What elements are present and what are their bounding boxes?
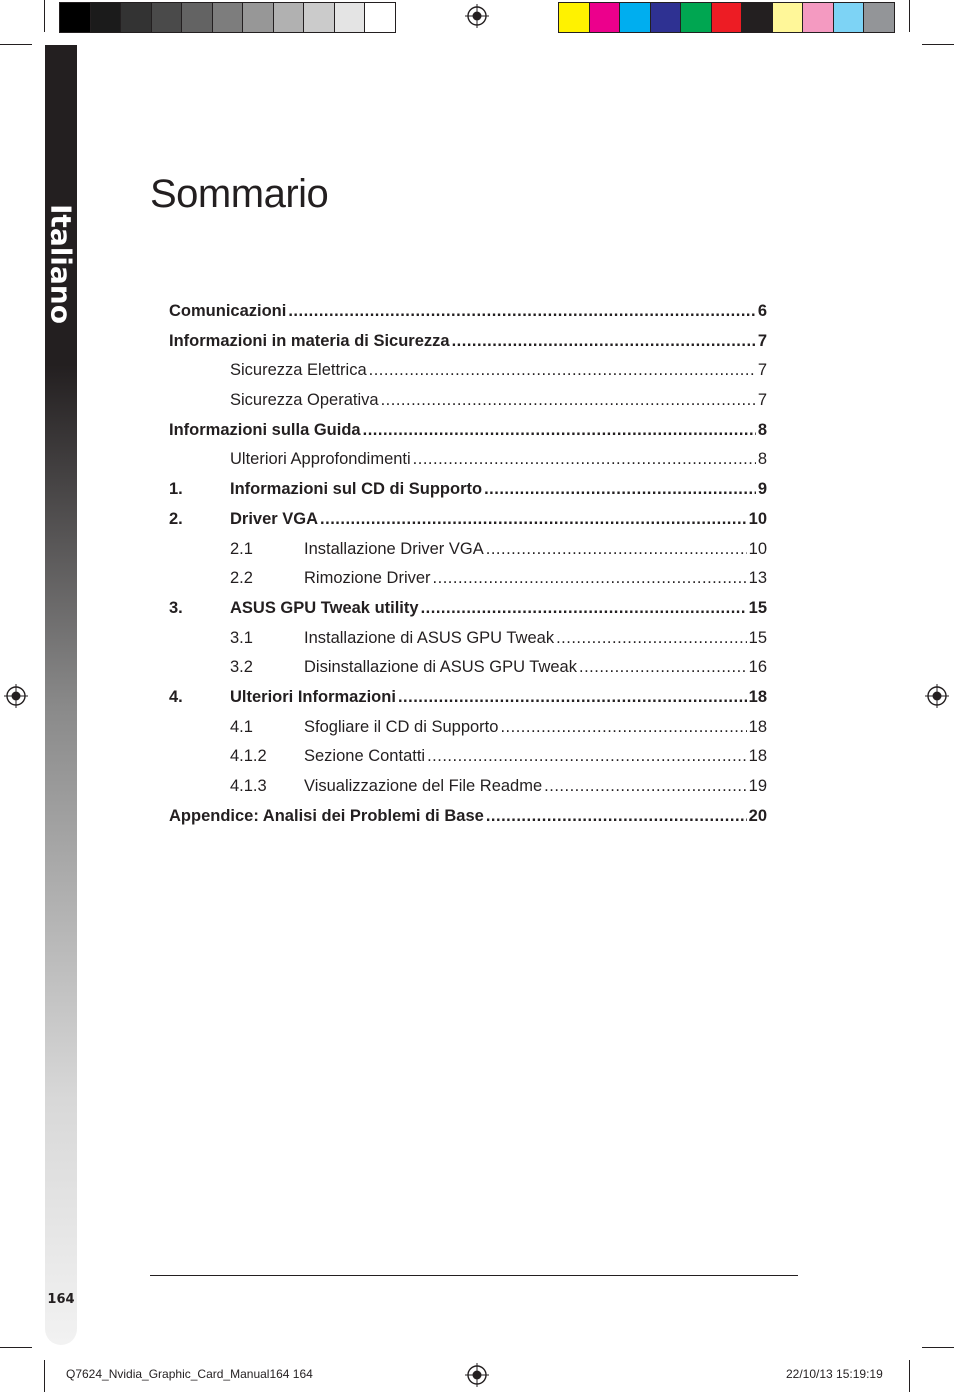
crop-mark (909, 0, 910, 32)
toc-entry[interactable] (169, 332, 767, 362)
toc-entry-page: 7 (757, 331, 767, 350)
toc-entry-page: 8 (757, 420, 767, 439)
crop-mark (0, 1347, 32, 1348)
toc-entry-page: 16 (748, 658, 767, 677)
toc-entry-page: 19 (748, 777, 767, 795)
toc-entry[interactable] (169, 361, 767, 391)
toc-entry-number: 3.1 (230, 628, 253, 647)
toc-entry-title: Disinstallazione di ASUS GPU Tweak (304, 658, 577, 677)
crop-mark (0, 44, 32, 45)
toc-dot-leader (427, 747, 747, 766)
toc-entry-page: 8 (757, 450, 767, 469)
color-swatch (559, 3, 590, 32)
gray-swatch (213, 3, 244, 32)
toc-entry[interactable] (169, 658, 767, 688)
toc-entry-page: 18 (748, 717, 767, 736)
toc-entry[interactable] (169, 807, 767, 837)
gray-swatch (243, 3, 274, 32)
toc-dot-leader (433, 569, 747, 588)
toc-entry-title: Appendice: Analisi dei Problemi di Base (169, 806, 484, 825)
process-color-bar (558, 2, 895, 33)
toc-entry[interactable] (169, 302, 767, 332)
toc-entry-title: Sfogliare il CD di Supporto (304, 717, 499, 736)
toc-dot-leader (486, 540, 747, 559)
side-gradient-strip (45, 365, 77, 1345)
toc-entry-title: Informazioni sul CD di Supporto (230, 480, 483, 499)
toc-entry-number: 3.2 (230, 658, 253, 677)
color-swatch (620, 3, 651, 32)
toc-entry-page: 10 (748, 539, 767, 558)
print-slug-datetime: 22/10/13 15:19:19 (786, 1367, 883, 1381)
toc-entry-number: 2. (169, 509, 183, 528)
gray-swatch (121, 3, 152, 32)
print-slug-filename: Q7624_Nvidia_Graphic_Card_Manual164 164 (66, 1367, 313, 1381)
toc-entry-page: 20 (748, 806, 767, 825)
toc-dot-leader (413, 450, 756, 469)
toc-dot-leader (484, 480, 756, 499)
toc-dot-leader (320, 510, 747, 529)
toc-entry-page: 15 (748, 628, 767, 647)
toc-dot-leader (452, 332, 756, 351)
toc-entry[interactable] (169, 540, 767, 570)
grayscale-color-bar (59, 2, 396, 33)
toc-entry-page: 10 (748, 509, 767, 528)
toc-entry[interactable] (169, 599, 767, 629)
gray-swatch (304, 3, 335, 32)
registration-mark-icon (465, 1363, 489, 1387)
toc-entry-number: 4.1.2 (230, 747, 267, 766)
toc-entry-number: 2.2 (230, 569, 253, 588)
toc-entry-title: Sicurezza Operativa (230, 391, 379, 410)
toc-entry[interactable] (169, 777, 767, 807)
toc-dot-leader (363, 421, 756, 440)
toc-dot-leader (381, 391, 756, 410)
toc-entry[interactable] (169, 421, 767, 451)
color-swatch (651, 3, 682, 32)
toc-entry[interactable] (169, 747, 767, 777)
toc-entry-page: 18 (748, 747, 767, 766)
toc-entry-page: 9 (757, 480, 767, 499)
toc-entry-title: Rimozione Driver (304, 569, 431, 588)
toc-entry-title: Visualizzazione del File Readme (304, 777, 543, 795)
crop-mark (922, 1347, 954, 1348)
toc-entry[interactable] (169, 629, 767, 659)
color-swatch (712, 3, 743, 32)
toc-entry-title: Comunicazioni (169, 302, 287, 320)
toc-entry-page: 13 (748, 569, 767, 588)
gray-swatch (152, 3, 183, 32)
toc-entry-title: Installazione di ASUS GPU Tweak (304, 628, 555, 647)
toc-entry-number: 1. (169, 480, 183, 499)
toc-entry-number: 4.1 (230, 717, 253, 736)
gray-swatch (91, 3, 122, 32)
page-title: Sommario (150, 172, 329, 216)
toc-entry-title: ASUS GPU Tweak utility (230, 598, 419, 617)
registration-mark-icon (4, 684, 28, 708)
toc-dot-leader (486, 807, 747, 826)
table-of-contents (169, 302, 767, 836)
toc-entry[interactable] (169, 569, 767, 599)
toc-entry-title: Ulteriori Approfondimenti (230, 450, 411, 469)
toc-entry-page: 6 (757, 302, 767, 320)
toc-entry-title: Driver VGA (230, 509, 319, 528)
toc-entry[interactable] (169, 510, 767, 540)
crop-mark (44, 1360, 45, 1392)
crop-mark (922, 44, 954, 45)
gray-swatch (335, 3, 366, 32)
toc-dot-leader (544, 777, 746, 796)
gray-swatch (274, 3, 305, 32)
toc-dot-leader (369, 361, 756, 380)
language-tab-label: Italiano (44, 204, 78, 324)
toc-entry[interactable] (169, 688, 767, 718)
toc-dot-leader (579, 658, 747, 677)
color-swatch (834, 3, 865, 32)
gray-swatch (365, 3, 395, 32)
toc-entry-title: Sezione Contatti (304, 747, 426, 766)
toc-entry-page: 18 (748, 687, 767, 706)
crop-mark (909, 1360, 910, 1392)
toc-dot-leader (421, 599, 747, 618)
toc-entry-title: Informazioni sulla Guida (169, 420, 361, 439)
color-swatch (681, 3, 712, 32)
color-swatch (803, 3, 834, 32)
toc-dot-leader (500, 718, 746, 737)
toc-entry[interactable] (169, 450, 767, 480)
toc-entry-title: Installazione Driver VGA (304, 539, 484, 558)
color-swatch (773, 3, 804, 32)
toc-entry-number: 4.1.3 (230, 777, 267, 795)
color-swatch (590, 3, 621, 32)
toc-entry-page: 7 (757, 391, 767, 410)
toc-entry-title: Informazioni in materia di Sicurezza (169, 331, 450, 350)
toc-entry-page: 15 (748, 598, 767, 617)
gray-swatch (182, 3, 213, 32)
toc-entry-number: 3. (169, 598, 183, 617)
registration-mark-icon (925, 684, 949, 708)
toc-dot-leader (556, 629, 747, 648)
crop-mark (44, 0, 45, 32)
toc-entry-number: 4. (169, 687, 183, 706)
toc-entry[interactable] (169, 480, 767, 510)
color-swatch (742, 3, 773, 32)
page-number: 164 (47, 1292, 75, 1307)
toc-entry[interactable] (169, 718, 767, 748)
gray-swatch (60, 3, 91, 32)
toc-entry-page: 7 (757, 361, 767, 380)
color-swatch (864, 3, 894, 32)
toc-entry-number: 2.1 (230, 539, 253, 558)
toc-entry[interactable] (169, 391, 767, 421)
toc-dot-leader (288, 302, 755, 321)
footer-rule (150, 1275, 798, 1276)
registration-mark-icon (465, 4, 489, 28)
toc-dot-leader (398, 688, 747, 707)
toc-entry-title: Sicurezza Elettrica (230, 361, 367, 380)
toc-entry-title: Ulteriori Informazioni (230, 687, 396, 706)
